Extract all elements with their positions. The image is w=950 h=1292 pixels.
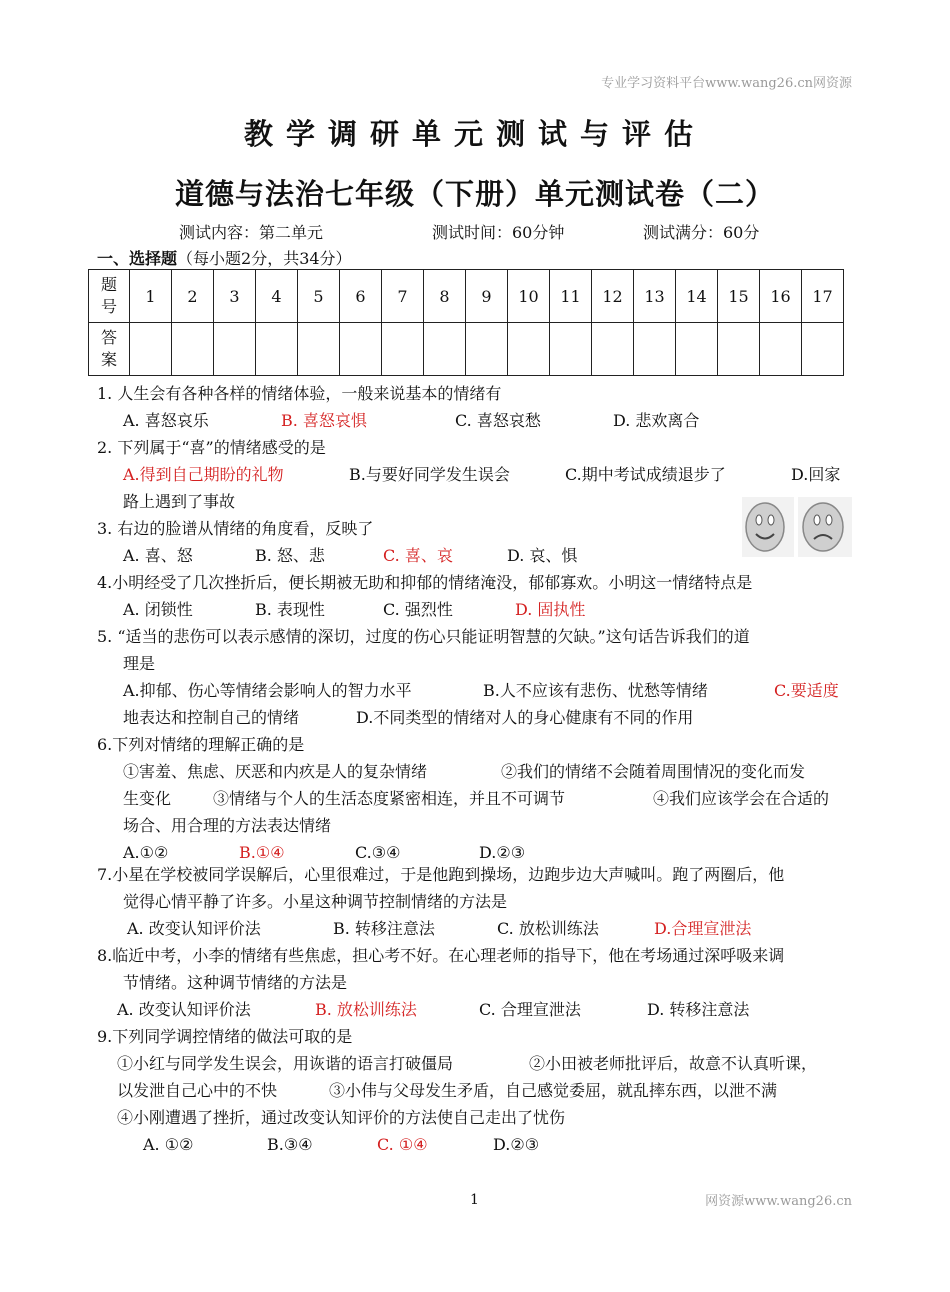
answer-table [88, 269, 844, 376]
question-number-cell: 8 [424, 270, 466, 323]
answer-cell[interactable] [676, 323, 718, 376]
answer-cell[interactable] [634, 323, 676, 376]
question-number-cell: 12 [592, 270, 634, 323]
answer-cell[interactable] [340, 323, 382, 376]
question-number-cell: 10 [508, 270, 550, 323]
section-heading: 一、选择题（每小题2分，共34分） [97, 249, 352, 268]
question-5: 5. “适当的悲伤可以表示感情的深切，过度的伤心只能证明智慧的欠缺。”这句话告诉我们的道 理是 A.抑郁、伤心等情绪会影响人的智力水平 B.人不应该有悲伤、忧愁等情绪 C.要适度 地表达和控制自己的情绪 D.不同类型的情绪对人的身心健康有不同的作用 [97, 627, 839, 727]
page-number: 1 [470, 1192, 479, 1208]
question-number-cell: 17 [802, 270, 844, 323]
question-number-cell: 4 [256, 270, 298, 323]
question-number-cell: 5 [298, 270, 340, 323]
question-7: 7.小星在学校被同学误解后，心里很难过，于是他跑到操场，边跑步边大声喊叫。跑了两圈后，他 觉得心情平静了许多。小星这种调节控制情绪的方法是 A. 改变认知评价法 B. 转移注意法 C. 放松训练法 D.合理宣泄法 [97, 865, 785, 938]
question-number-cell: 11 [550, 270, 592, 323]
question-number-cell: 13 [634, 270, 676, 323]
question-1: 1. 人生会有各种各样的情绪体验，一般来说基本的情绪有 A. 喜怒哀乐 B. 喜怒哀惧 C. 喜怒哀愁 D. 悲欢离合 [97, 384, 700, 430]
question-4: 4.小明经受了几次挫折后，便长期被无助和抑郁的情绪淹没，郁郁寡欢。小明这一情绪特点是 A. 闭锁性 B. 表现性 C. 强烈性 D. 固执性 [97, 573, 753, 619]
question-6: 6.下列对情绪的理解正确的是 ①害羞、焦虑、厌恶和内疚是人的复杂情绪 ②我们的情绪不会随着周围情况的变化而发 生变化 ③情绪与个人的生活态度紧密相连，并且不可调节 ④我们应该学会在合适的 场合、用合理的方法表达情绪 A.①② B.①④ C.③④ D.②③ [97, 735, 830, 862]
question-number-cell: 7 [382, 270, 424, 323]
footer-watermark: 网资源www.wang26.cn [705, 1194, 852, 1209]
answer-cell[interactable] [298, 323, 340, 376]
question-number-cell: 6 [340, 270, 382, 323]
title-sub: 道德与法治七年级（下册）单元测试卷（二） [174, 177, 775, 211]
question-number-cell: 9 [466, 270, 508, 323]
header-watermark: 专业学习资料平台www.wang26.cn网资源 [601, 76, 852, 91]
answer-cell[interactable] [802, 323, 844, 376]
info-score: 测试满分：60分 [643, 223, 760, 242]
answer-cell[interactable] [508, 323, 550, 376]
emotion-faces-image [742, 497, 852, 557]
question-number-cell: 3 [214, 270, 256, 323]
answer-cell[interactable] [466, 323, 508, 376]
answer-cell[interactable] [214, 323, 256, 376]
title-main: 教学调研单元测试与评估 [243, 117, 706, 151]
answer-cell[interactable] [592, 323, 634, 376]
question-number-cell: 15 [718, 270, 760, 323]
info-content: 测试内容：第二单元 [179, 223, 324, 242]
sad-face-icon [803, 503, 843, 551]
answer-cell[interactable] [382, 323, 424, 376]
question-3: 3. 右边的脸谱从情绪的角度看，反映了 A. 喜、怒 B. 怒、悲 C. 喜、哀 D. 哀、惧 [97, 519, 578, 565]
row-label-answer: 答案 [89, 323, 130, 376]
answer-cell[interactable] [424, 323, 466, 376]
info-time: 测试时间：60分钟 [432, 223, 565, 242]
question-number-cell: 2 [172, 270, 214, 323]
question-8: 8.临近中考，小李的情绪有些焦虑，担心考不好。在心理老师的指导下，他在考场通过深呼吸来调 节情绪。这种调节情绪的方法是 A. 改变认知评价法 B. 放松训练法 C. 合理宣泄法 D. 转移注意法 [97, 946, 785, 1019]
answer-cell[interactable] [256, 323, 298, 376]
answer-cell[interactable] [130, 323, 172, 376]
question-number-cell: 1 [130, 270, 172, 323]
row-label-number: 题号 [89, 270, 130, 323]
question-number-cell: 16 [760, 270, 802, 323]
question-9: 9.下列同学调控情绪的做法可取的是 ①小红与同学发生误会，用诙谐的语言打破僵局 ②小田被老师批评后，故意不认真听课， 以发泄自己心中的不快 ③小伟与父母发生矛盾，自己感觉委屈，就乱摔东西，以泄不满 ④小刚遭遇了挫折，通过改变认知评价的方法使自己走出了忧伤 A. ①② B.③④ C. ①④ D.②③ [97, 1027, 818, 1154]
answer-cell[interactable] [760, 323, 802, 376]
answer-cell[interactable] [718, 323, 760, 376]
happy-face-icon [746, 503, 784, 551]
answer-cell[interactable] [550, 323, 592, 376]
answer-cell[interactable] [172, 323, 214, 376]
question-2: 2. 下列属于“喜”的情绪感受的是 A.得到自己期盼的礼物 B.与要好同学发生误会 C.期中考试成绩退步了 D.回家 路上遇到了事故 [97, 438, 841, 511]
question-number-cell: 14 [676, 270, 718, 323]
